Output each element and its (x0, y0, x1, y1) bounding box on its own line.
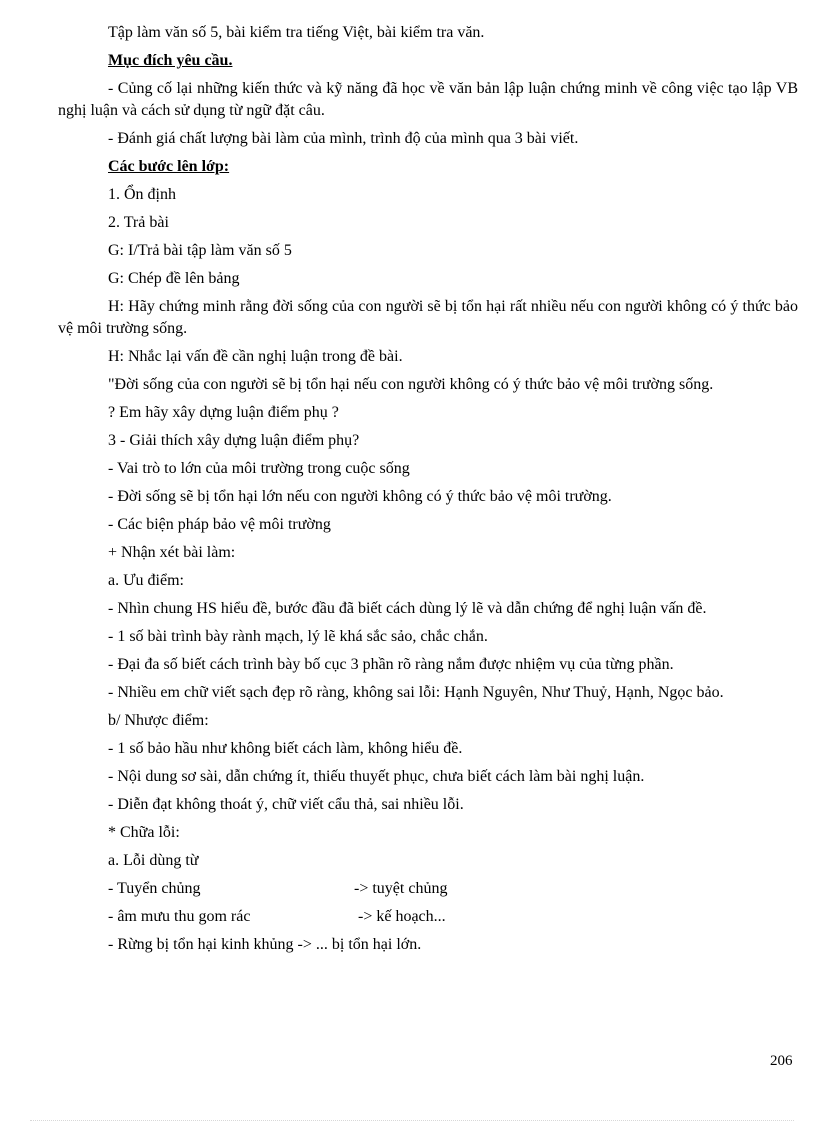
paragraph: b/ Nhược điểm: (108, 712, 209, 729)
section-heading-steps: Các bước lên lớp: (108, 158, 230, 175)
paragraph: H: Nhắc lại vấn đề cần nghị luận trong đề bài. (108, 348, 403, 365)
document-page (58, 22, 798, 962)
paragraph: a. Lỗi dùng từ (108, 852, 199, 869)
paragraph: - Nhìn chung HS hiểu đề, bước đầu đã biết cách dùng lý lẽ và dẫn chứng để nghị luận vấn đề. (108, 600, 707, 617)
paragraph: a. Ưu điểm: (108, 572, 184, 589)
correction-wrong: - Tuyển chủng (108, 880, 201, 897)
paragraph: - Các biện pháp bảo vệ môi trường (108, 516, 331, 533)
paragraph: - 1 số bài trình bày rành mạch, lý lẽ khá sắc sảo, chắc chắn. (108, 628, 488, 645)
paragraph: G: Chép đề lên bảng (108, 270, 240, 287)
paragraph: G: I/Trả bài tập làm văn số 5 (108, 242, 292, 259)
paragraph: - Đại đa số biết cách trình bày bố cục 3 phần rõ ràng nắm được nhiệm vụ của từng phần. (108, 656, 674, 673)
paragraph: - Nhiều em chữ viết sạch đẹp rõ ràng, không sai lỗi: Hạnh Nguyên, Như Thuỷ, Hạnh, Ngọc bảo. (108, 684, 724, 701)
paragraph: - Đánh giá chất lượng bài làm của mình, trình độ của mình qua 3 bài viết. (108, 130, 579, 147)
paragraph: + Nhận xét bài làm: (108, 544, 236, 561)
correction-row (58, 906, 798, 928)
paragraph: 1. Ổn định (108, 186, 176, 203)
page-divider (30, 1120, 794, 1121)
correction-right: -> kế hoạch... (358, 908, 446, 925)
paragraph: - Diễn đạt không thoát ý, chữ viết cẩu thả, sai nhiều lỗi. (108, 796, 464, 813)
paragraph: * Chữa lỗi: (108, 824, 180, 841)
paragraph: ? Em hãy xây dựng luận điểm phụ ? (108, 404, 339, 421)
correction-wrong: - âm mưu thu gom rác (108, 908, 251, 925)
page-number: 206 (770, 1053, 793, 1069)
paragraph: - Vai trò to lớn của môi trường trong cuộc sống (108, 460, 410, 477)
paragraph: - Đời sống sẽ bị tổn hại lớn nếu con người không có ý thức bảo vệ môi trường. (108, 488, 612, 505)
correction-row (58, 878, 798, 900)
paragraph: H: Hãy chứng minh rằng đời sống của con người sẽ bị tổn hại rất nhiều nếu con người không có ý thức bảo vệ môi trường sống. (58, 298, 798, 337)
paragraph: "Đời sống của con người sẽ bị tổn hại nếu con người không có ý thức bảo vệ môi trường sống. (108, 376, 714, 393)
paragraph: - Nội dung sơ sài, dẫn chứng ít, thiếu thuyết phục, chưa biết cách làm bài nghị luận. (108, 768, 645, 785)
paragraph: - 1 số bảo hầu như không biết cách làm, không hiểu đề. (108, 740, 463, 757)
intro-line: Tập làm văn số 5, bài kiểm tra tiếng Việt, bài kiểm tra văn. (108, 24, 485, 41)
paragraph: 3 - Giải thích xây dựng luận điểm phụ? (108, 432, 360, 449)
paragraph: - Củng cố lại những kiến thức và kỹ năng đã học về văn bản lập luận chứng minh về công việc tạo lập VB nghị luận và cách sử dụng từ ngữ đặt câu. (58, 80, 798, 119)
correction-right: -> tuyệt chủng (354, 880, 448, 897)
paragraph: 2. Trả bài (108, 214, 169, 231)
section-heading-purpose: Mục đích yêu cầu. (108, 52, 233, 69)
paragraph: - Rừng bị tổn hại kinh khủng -> ... bị tổn hại lớn. (108, 936, 422, 953)
